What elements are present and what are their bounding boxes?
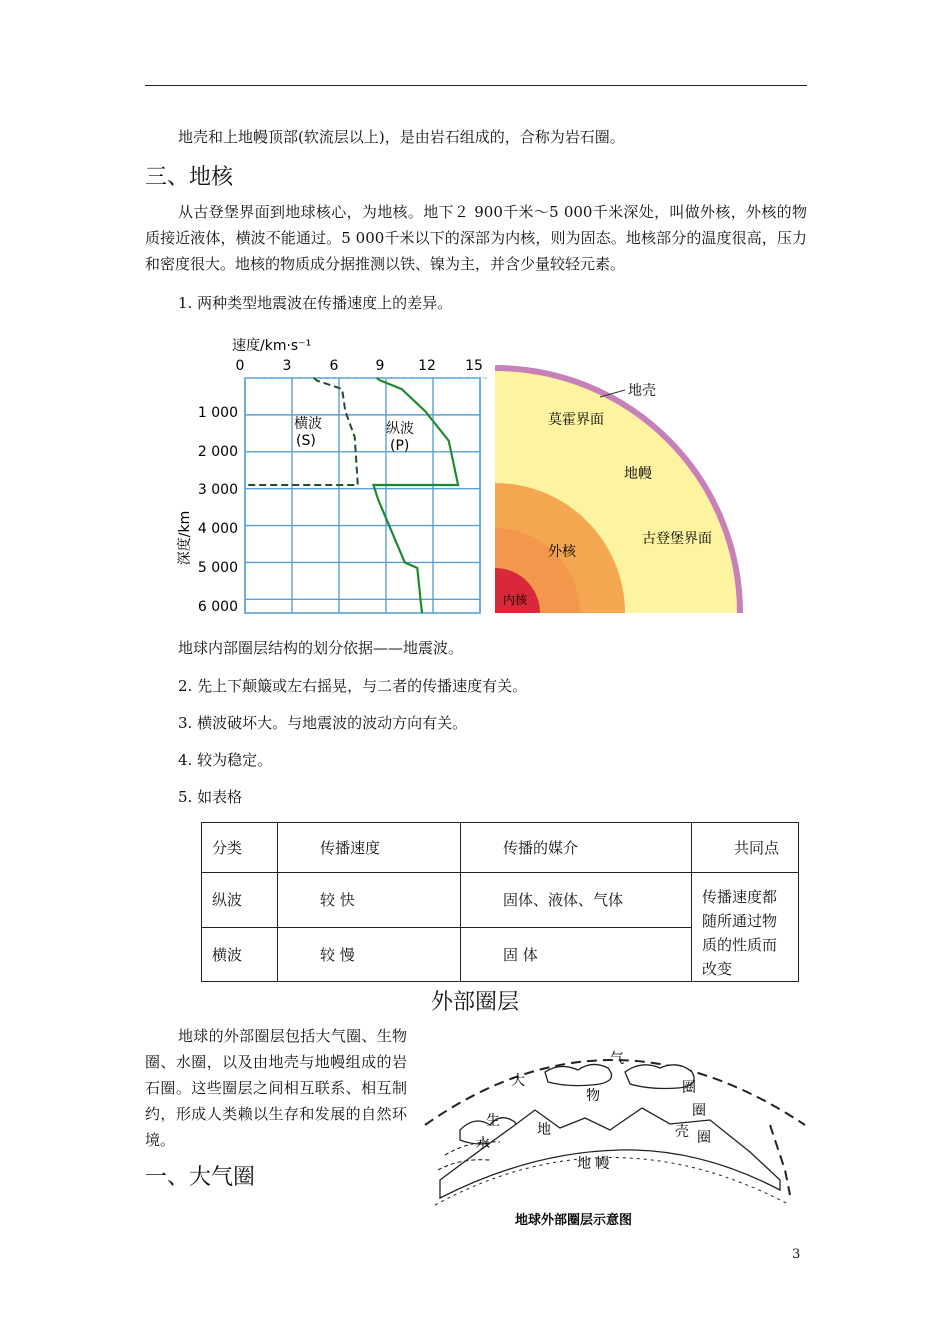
wave-comparison-table	[201, 822, 799, 982]
atmosphere-boundary	[425, 1060, 805, 1125]
label-quan1: 圈	[682, 1080, 696, 1096]
x-tick: 12	[418, 358, 436, 374]
p-wave-label: 纵波	[386, 421, 414, 437]
table-cell: 较 慢	[278, 927, 461, 982]
x-tick: 3	[282, 358, 292, 374]
plot-frame	[245, 378, 480, 613]
moho-label: 莫霍界面	[548, 412, 604, 428]
outer-layers-paragraph: 地球的外部圈层包括大气圈、生物圈、水圈，以及由地壳与地幔组成的岩石圈。这些圈层之间相互联系、相互制约，形成人类赖以生存和发展的自然环境。	[145, 1027, 407, 1149]
outer-layers-diagram-caption: 地球外部圈层示意图	[515, 1213, 633, 1228]
x-tick: 9	[375, 358, 385, 374]
table-header-cell: 传播速度	[278, 823, 461, 873]
label-qi: 气	[610, 1051, 624, 1067]
s-wave-label: 横波	[294, 416, 322, 432]
y-tick: 5 000	[197, 560, 238, 576]
table-cell: 横波	[202, 927, 278, 982]
outer-core-label: 外核	[548, 544, 576, 560]
earth-cross-section	[495, 368, 740, 613]
outer-layers-diagram	[420, 1030, 810, 1230]
label-quan3: 圈	[697, 1130, 711, 1146]
list-item-1: 1. 两种类型地震波在传播速度上的差异。	[178, 294, 453, 312]
table-header-cell: 分类	[202, 823, 278, 873]
label-sheng: 生	[486, 1113, 500, 1129]
list-item-4: 4. 较为稳定。	[178, 751, 273, 769]
table-cell: 固 体	[461, 927, 692, 982]
inner-core-label: 内核	[503, 593, 528, 607]
table-header-row	[202, 823, 799, 873]
p-wave-label-code: (P)	[390, 438, 410, 454]
figure-caption: 地球内部圈层结构的划分依据——地震波。	[178, 639, 464, 657]
y-axis-title: 深度/km	[177, 510, 193, 566]
core-paragraph: 从古登堡界面到地球核心，为地核。地下２ 900千米～5 000千米深处，叫做外核，外核的物质接近液体，横波不能通过。5 000千米以下的深部为内核，则为固态。地核部分的温度很高，压力和密度很大。地核的物质成分据推测以铁、镍为主，并含少量较轻元素。	[145, 203, 807, 273]
table-header-cell: 传播的媒介	[461, 823, 692, 873]
list-item-5: 5. 如表格	[178, 788, 243, 806]
list-item-3: 3. 横波破坏大。与地震波的波动方向有关。	[178, 714, 468, 732]
x-axis-title: 速度/km·s⁻¹	[232, 338, 312, 354]
table-cell: 固体、液体、气体	[461, 873, 692, 928]
table-cell: 纵波	[202, 873, 278, 928]
gutenberg-label: 古登堡界面	[642, 531, 712, 547]
section-heading-core: 三、地核	[145, 165, 234, 190]
page-number: 3	[792, 1247, 801, 1262]
s-wave-label-code: (S)	[296, 433, 316, 449]
crust-label: 地壳	[628, 383, 656, 399]
y-tick-labels	[198, 405, 238, 615]
mantle-label: 地幔	[624, 466, 652, 482]
label-ke: 壳	[675, 1124, 689, 1140]
label-quan2: 圈	[692, 1103, 706, 1119]
table-row	[202, 873, 799, 928]
list-item-2: 2. 先上下颠簸或左右摇晃，与二者的传播速度有关。	[178, 677, 528, 695]
y-tick: 3 000	[197, 482, 238, 498]
chart-grid	[245, 378, 490, 613]
y-tick: 4 000	[197, 521, 238, 537]
header-rule	[145, 85, 807, 86]
seismic-figure	[170, 328, 790, 620]
y-tick: 1 000	[197, 405, 238, 421]
y-tick: 2 000	[197, 444, 238, 460]
table-cell: 较 快	[278, 873, 461, 928]
cloud-icon	[545, 1064, 612, 1085]
x-tick: 15	[465, 358, 483, 374]
x-tick: 6	[329, 358, 339, 374]
table-header-cell: 共同点	[692, 823, 799, 873]
label-wu: 物	[586, 1088, 600, 1104]
seismic-chart	[176, 337, 490, 615]
section-heading-atmosphere: 一、大气圈	[145, 1165, 256, 1190]
label-di: 地	[537, 1122, 551, 1138]
label-shui: 水	[476, 1136, 490, 1152]
label-da: 大	[511, 1073, 525, 1089]
table-common-cell: 传播速度都随所通过物质的性质而改变	[692, 873, 799, 982]
label-mantle: 地 幔	[577, 1156, 610, 1172]
x-tick: 0	[235, 358, 245, 374]
x-tick-labels	[236, 358, 483, 374]
outer-layers-title: 外部圈层	[430, 990, 519, 1015]
y-tick: 6 000	[197, 599, 238, 615]
intro-line: 地壳和上地幔顶部(软流层以上)，是由岩石组成的，合称为岩石圈。	[178, 128, 625, 146]
